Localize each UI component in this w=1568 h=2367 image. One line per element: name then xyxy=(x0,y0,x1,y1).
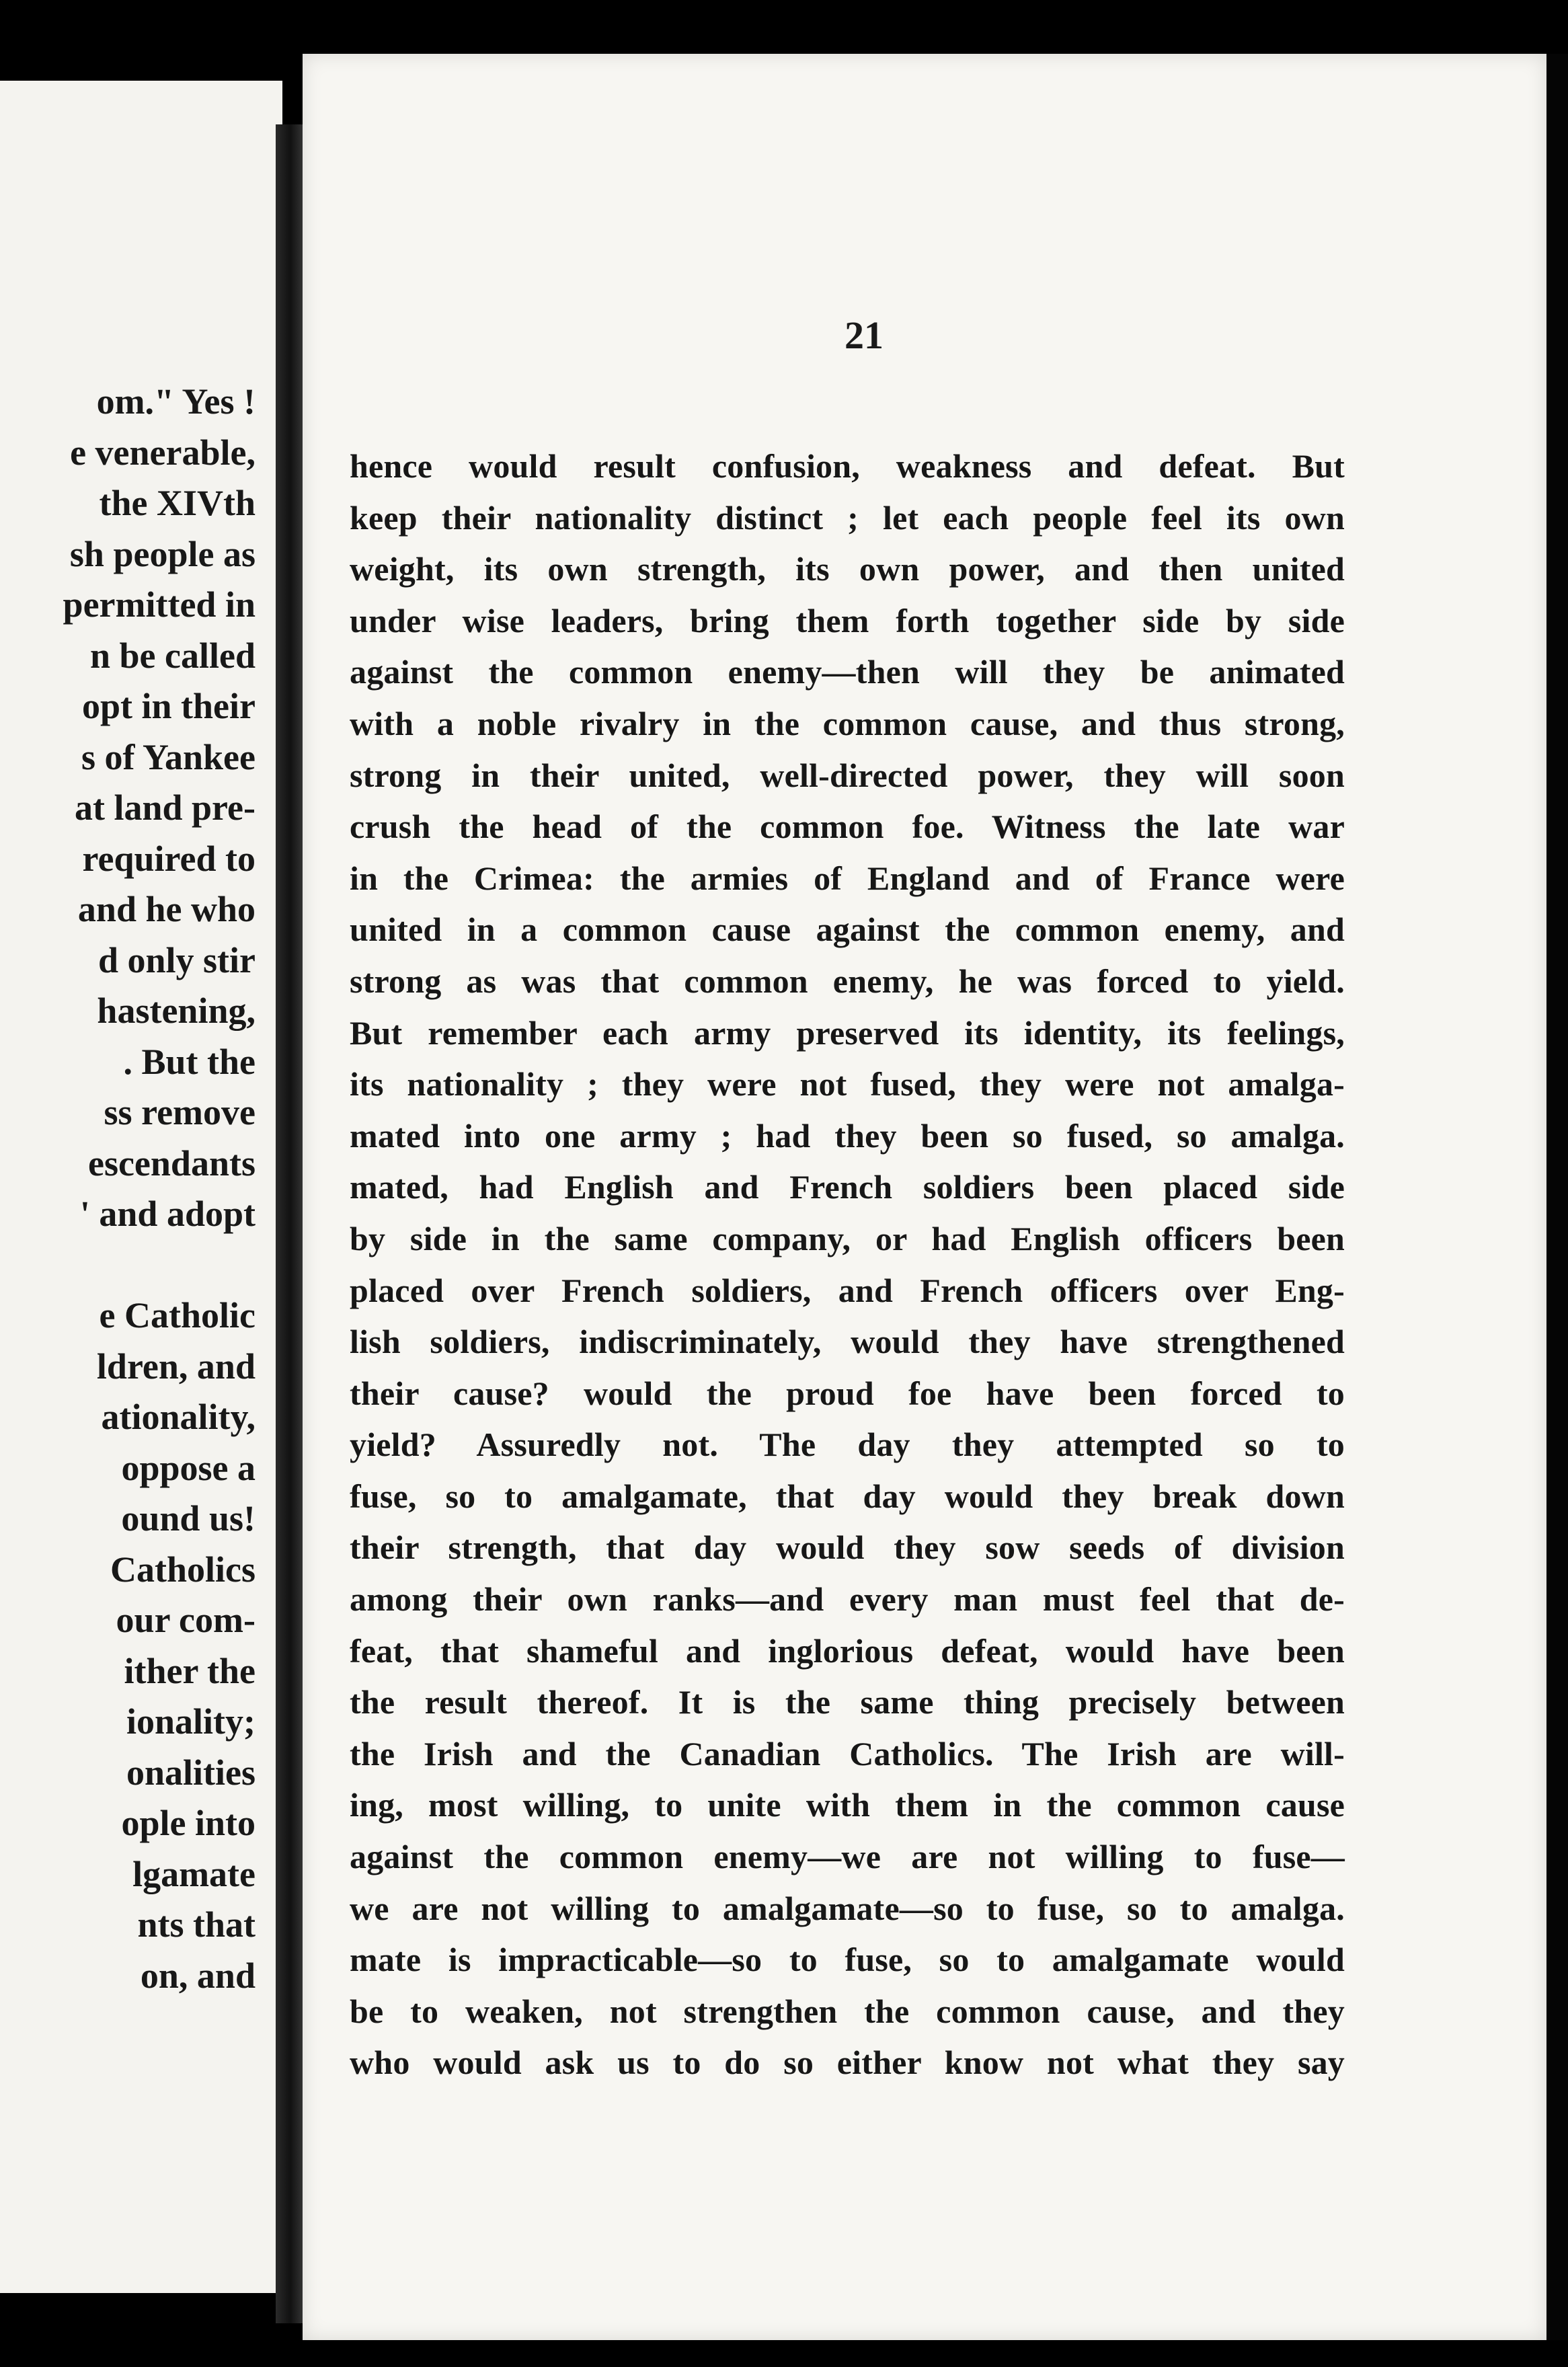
left-line: s of Yankee xyxy=(81,736,256,777)
left-line: ss remove xyxy=(104,1092,256,1132)
text-line: ing, most willing, to unite with them in the common cause xyxy=(350,1786,1345,1824)
text-line: we are not willing to amalgamate—so to fuse, so to amalga. xyxy=(350,1889,1345,1927)
text-line: hence would result confusion, weakness and defeat. But xyxy=(350,447,1345,485)
left-line: nts that xyxy=(137,1904,256,1945)
left-line: required to xyxy=(82,838,256,879)
left-page-text xyxy=(63,377,256,2001)
left-line: n be called xyxy=(89,635,256,676)
text-line: lish soldiers, indiscriminately, would they have strengthened xyxy=(350,1323,1345,1361)
text-line: strong in their united, well-directed power, they will soon xyxy=(350,756,1345,794)
left-line: and he who xyxy=(77,889,256,929)
text-line: strong as was that common enemy, he was forced to yield. xyxy=(350,962,1345,1000)
left-line: sh people as xyxy=(69,533,256,574)
left-line: on, and xyxy=(140,1955,256,1996)
left-line: om." Yes ! xyxy=(96,381,256,422)
left-line: Catholics xyxy=(110,1549,256,1590)
left-line xyxy=(63,1240,256,1291)
left-line: oppose a xyxy=(121,1447,256,1488)
text-line: mated, had English and French soldiers been placed side xyxy=(350,1168,1345,1206)
page-edge-shadow xyxy=(1546,54,1568,2340)
left-line: ' and adopt xyxy=(79,1194,256,1234)
left-line: ationality, xyxy=(101,1397,256,1437)
text-line: who would ask us to do so either know not what they say xyxy=(350,2044,1345,2082)
left-line: permitted in xyxy=(63,584,256,625)
left-page xyxy=(0,81,282,2293)
page-number: 21 xyxy=(845,313,884,357)
text-line: against the common enemy—we are not willing to fuse— xyxy=(350,1838,1345,1876)
text-line: feat, that shameful and inglorious defeat, would have been xyxy=(350,1631,1345,1670)
book-gutter xyxy=(276,124,305,2323)
text-line: united in a common cause against the common enemy, and xyxy=(350,910,1345,949)
text-line: its nationality ; they were not fused, they were not amalga- xyxy=(350,1065,1345,1103)
left-line: d only stir xyxy=(97,939,256,980)
text-line: placed over French soldiers, and French officers over Eng- xyxy=(350,1271,1345,1309)
left-line: ither the xyxy=(124,1650,256,1691)
text-line: in the Crimea: the armies of England and of France were xyxy=(350,859,1345,897)
left-line: ldren, and xyxy=(96,1346,256,1387)
left-line: . But the xyxy=(123,1041,256,1082)
left-line: hastening, xyxy=(97,991,256,1031)
text-line: But remember each army preserved its identity, its feelings, xyxy=(350,1013,1345,1052)
text-line: crush the head of the common foe. Witness the late war xyxy=(350,808,1345,846)
text-line: fuse, so to amalgamate, that day would they break down xyxy=(350,1477,1345,1515)
left-line: e venerable, xyxy=(70,432,256,473)
left-line: ople into xyxy=(121,1803,256,1843)
text-line: by side in the same company, or had English officers been xyxy=(350,1219,1345,1257)
text-line: the Irish and the Canadian Catholics. The Irish are will- xyxy=(350,1734,1345,1773)
text-line: mate is impracticable—so to fuse, so to amalgamate would xyxy=(350,1941,1345,1979)
left-line: e Catholic xyxy=(99,1295,256,1335)
text-line: the result thereof. It is the same thing precisely between xyxy=(350,1683,1345,1721)
left-line: onalities xyxy=(126,1752,256,1793)
text-line: keep their nationality distinct ; let each people feel its own xyxy=(350,498,1345,537)
left-line: ound us! xyxy=(121,1498,256,1539)
text-line: be to weaken, not strengthen the common cause, and they xyxy=(350,1992,1345,2030)
text-line: among their own ranks—and every man must feel that de- xyxy=(350,1580,1345,1619)
left-line: at land pre- xyxy=(74,787,256,828)
text-line: yield? Assuredly not. The day they attempted so to xyxy=(350,1426,1345,1464)
text-line: mated into one army ; had they been so fused, so amalga. xyxy=(350,1116,1345,1155)
left-line: our com- xyxy=(116,1600,256,1640)
left-line: lgamate xyxy=(132,1853,256,1894)
left-line: opt in their xyxy=(81,686,256,726)
body-text xyxy=(350,440,1345,2089)
text-line: weight, its own strength, its own power, and then united xyxy=(350,550,1345,588)
text-line: against the common enemy—then will they be animated xyxy=(350,653,1345,691)
right-page xyxy=(303,54,1546,2340)
text-line: under wise leaders, bring them forth together side by side xyxy=(350,601,1345,639)
text-line: their cause? would the proud foe have been forced to xyxy=(350,1374,1345,1412)
text-line: their strength, that day would they sow seeds of division xyxy=(350,1528,1345,1567)
left-line: ionality; xyxy=(126,1701,256,1742)
left-line: the XIVth xyxy=(99,483,256,523)
left-line: escendants xyxy=(87,1142,256,1184)
text-line: with a noble rivalry in the common cause, and thus strong, xyxy=(350,704,1345,742)
